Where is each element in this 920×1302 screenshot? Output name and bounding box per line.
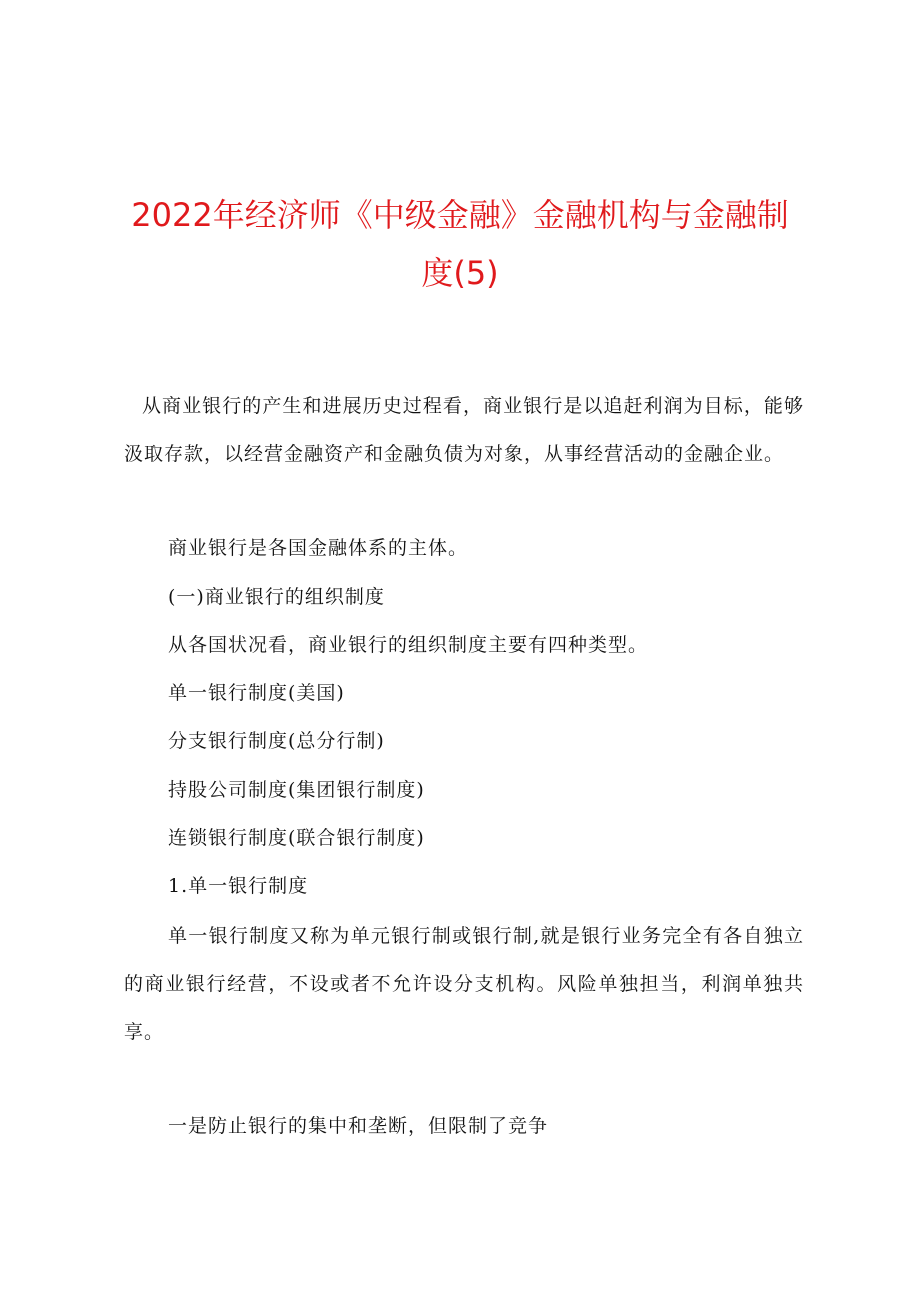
paragraph-block-3 [124, 621, 804, 669]
paragraph-block-1 [124, 524, 804, 572]
section-heading: (一)商业银行的组织制度 [168, 586, 385, 608]
paragraph-block-9 [124, 912, 804, 1056]
list-item: 连锁银行制度(联合银行制度) [168, 827, 425, 849]
paragraph-block-6 [124, 766, 804, 814]
paragraph-block-2 [124, 573, 804, 621]
subsection-heading: 1.单一银行制度 [168, 875, 309, 897]
paragraph-block-5 [124, 717, 804, 765]
document-title [110, 186, 810, 302]
list-item: 持股公司制度(集团银行制度) [168, 779, 425, 801]
list-item: 单一银行制度(美国) [168, 682, 345, 704]
paragraph-block-7 [124, 814, 804, 862]
document-body [124, 382, 804, 478]
paragraph-block-4 [124, 669, 804, 717]
paragraph-point: 一是防止银行的集中和垄断，但限制了竞争 [168, 1115, 549, 1137]
paragraph-main-body: 商业银行是各国金融体系的主体。 [168, 537, 469, 559]
paragraph-block-8 [124, 862, 804, 910]
title-line-1: 2022年经济师《中级金融》金融机构与金融制 [131, 196, 789, 234]
paragraph-definition: 单一银行制度又称为单元银行制或银行制,就是银行业务完全有各自独立的商业银行经营，不设或者不允许设分支机构。风险单独担当，利润单独共享。 [124, 925, 804, 1043]
paragraph-intro: 从商业银行的产生和进展历史过程看，商业银行是以追赶利润为目标，能够汲取存款，以经营金融资产和金融负债为对象，从事经营活动的金融企业。 [124, 395, 804, 465]
paragraph-block-10 [124, 1102, 804, 1150]
list-item: 分支银行制度(总分行制) [168, 730, 385, 752]
title-line-2: 度(5) [421, 254, 499, 292]
paragraph-types: 从各国状况看，商业银行的组织制度主要有四种类型。 [168, 634, 649, 656]
